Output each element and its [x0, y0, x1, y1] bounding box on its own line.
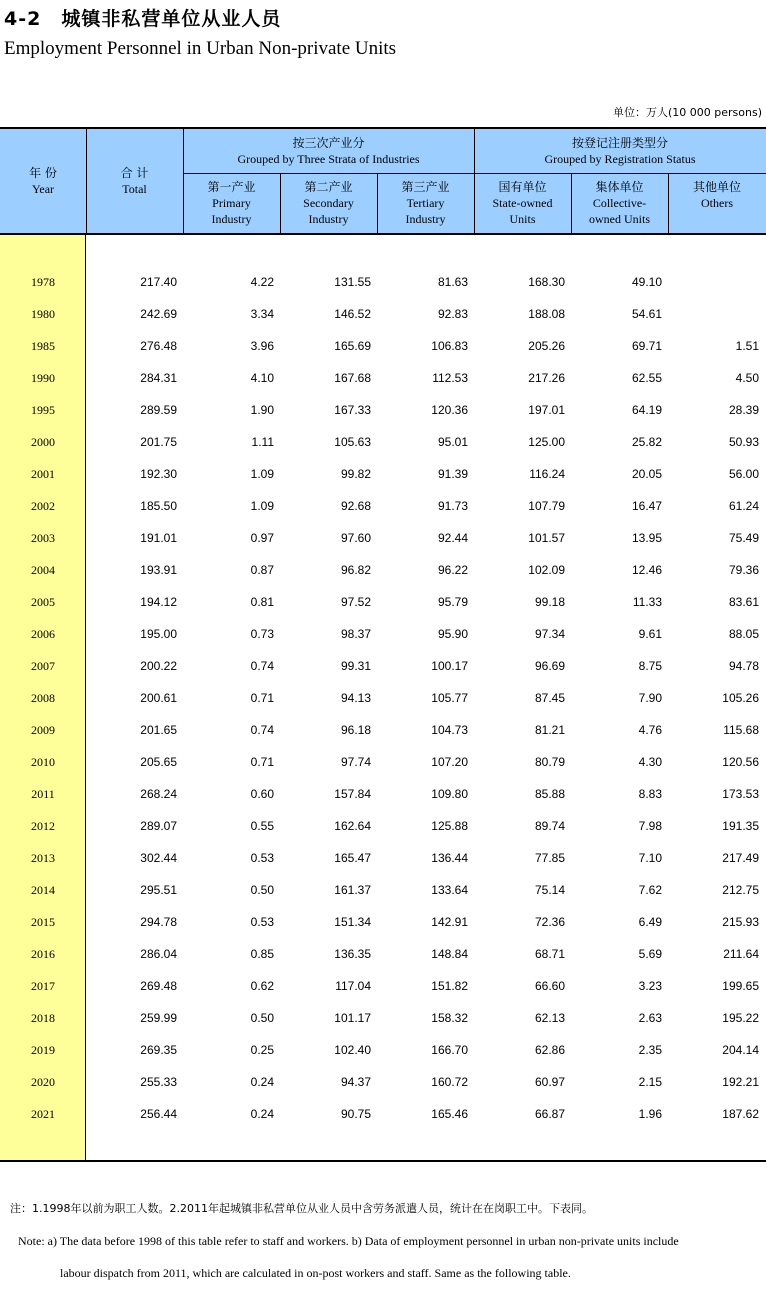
- collective-cell: 2.63: [638, 1011, 662, 1025]
- tertiary-cell: 92.44: [437, 531, 468, 545]
- primary-cell: 3.34: [250, 307, 274, 321]
- table-row: [0, 523, 766, 555]
- year-cell: 2002: [31, 499, 55, 513]
- tertiary-cell: 96.22: [437, 563, 468, 577]
- tertiary-cell: 151.82: [431, 979, 468, 993]
- total-cell: 268.24: [140, 787, 177, 801]
- primary-cell: 0.24: [250, 1107, 274, 1121]
- header-primary-en2: Industry: [211, 212, 252, 226]
- year-cell: 2013: [31, 851, 55, 865]
- others-cell: 75.49: [728, 531, 759, 545]
- state-owned-cell: 217.26: [528, 371, 565, 385]
- primary-cell: 1.11: [251, 435, 274, 449]
- secondary-cell: 96.82: [340, 563, 371, 577]
- year-cell: 2003: [31, 531, 55, 545]
- header-state-owned: [474, 173, 571, 233]
- state-owned-cell: 168.30: [528, 275, 565, 289]
- collective-cell: 7.10: [638, 851, 662, 865]
- others-cell: 1.51: [735, 339, 759, 353]
- note-chinese: 注：1.1998年以前为职工人数。2.2011年起城镇非私营单位从业人员中含劳务派遣人员，统计在在岗职工中。下表同。: [10, 1202, 593, 1215]
- others-cell: 83.61: [728, 595, 759, 609]
- primary-cell: 4.10: [250, 371, 274, 385]
- primary-cell: 0.53: [250, 915, 274, 929]
- table-row: [0, 875, 766, 907]
- total-cell: 200.61: [140, 691, 177, 705]
- header-collective: [571, 173, 668, 233]
- year-cell: 1995: [31, 403, 55, 417]
- collective-cell: 7.90: [638, 691, 662, 705]
- employment-table: [0, 127, 766, 1162]
- header-state-owned-cn: 国有单位: [498, 180, 547, 194]
- state-owned-cell: 66.87: [534, 1107, 565, 1121]
- header-collective-en1: Collective-: [592, 196, 647, 210]
- header-year: [0, 129, 86, 233]
- secondary-cell: 102.40: [334, 1043, 371, 1057]
- collective-cell: 1.96: [638, 1107, 662, 1121]
- header-divider: [183, 129, 184, 233]
- total-cell: 256.44: [140, 1107, 177, 1121]
- header-total-cn: 合 计: [120, 166, 149, 180]
- state-owned-cell: 81.21: [534, 723, 565, 737]
- header-divider: [183, 173, 766, 174]
- total-cell: 205.65: [140, 755, 177, 769]
- header-divider: [86, 129, 87, 233]
- tertiary-cell: 105.77: [431, 691, 468, 705]
- table-row: [0, 299, 766, 331]
- year-cell: 2005: [31, 595, 55, 609]
- state-owned-cell: 68.71: [534, 947, 565, 961]
- total-cell: 201.75: [140, 435, 177, 449]
- header-registration-group: [474, 129, 766, 173]
- year-cell: 2018: [31, 1011, 55, 1025]
- primary-cell: 1.09: [250, 499, 274, 513]
- others-cell: 61.24: [728, 499, 759, 513]
- state-owned-cell: 188.08: [528, 307, 565, 321]
- secondary-cell: 99.31: [340, 659, 371, 673]
- tertiary-cell: 166.70: [431, 1043, 468, 1057]
- table-row: [0, 1003, 766, 1035]
- collective-cell: 64.19: [631, 403, 662, 417]
- state-owned-cell: 66.60: [534, 979, 565, 993]
- others-cell: 105.26: [722, 691, 759, 705]
- state-owned-cell: 85.88: [534, 787, 565, 801]
- secondary-cell: 97.60: [340, 531, 371, 545]
- others-cell: 50.93: [728, 435, 759, 449]
- total-cell: 276.48: [140, 339, 177, 353]
- state-owned-cell: 75.14: [534, 883, 565, 897]
- state-owned-cell: 99.18: [534, 595, 565, 609]
- tertiary-cell: 148.84: [431, 947, 468, 961]
- year-cell: 2000: [31, 435, 55, 449]
- secondary-cell: 99.82: [340, 467, 371, 481]
- collective-cell: 7.62: [638, 883, 662, 897]
- collective-cell: 54.61: [631, 307, 662, 321]
- others-cell: 217.49: [722, 851, 759, 865]
- collective-cell: 6.49: [638, 915, 662, 929]
- header-registration-cn: 按登记注册类型分: [571, 136, 668, 150]
- primary-cell: 0.53: [250, 851, 274, 865]
- tertiary-cell: 95.79: [437, 595, 468, 609]
- collective-cell: 3.23: [638, 979, 662, 993]
- collective-cell: 8.83: [638, 787, 662, 801]
- primary-cell: 0.25: [250, 1043, 274, 1057]
- total-cell: 192.30: [140, 467, 177, 481]
- header-tertiary: [377, 173, 474, 233]
- secondary-cell: 90.75: [340, 1107, 371, 1121]
- total-cell: 195.00: [140, 627, 177, 641]
- primary-cell: 0.50: [250, 1011, 274, 1025]
- collective-cell: 8.75: [638, 659, 662, 673]
- collective-cell: 9.61: [638, 627, 662, 641]
- header-tertiary-en2: Industry: [405, 212, 446, 226]
- header-divider: [377, 173, 378, 233]
- tertiary-cell: 104.73: [431, 723, 468, 737]
- state-owned-cell: 62.86: [534, 1043, 565, 1057]
- primary-cell: 0.85: [250, 947, 274, 961]
- header-tertiary-en1: Tertiary: [406, 196, 445, 210]
- secondary-cell: 136.35: [334, 947, 371, 961]
- header-registration-en: Grouped by Registration Status: [544, 152, 696, 166]
- year-cell: 2008: [31, 691, 55, 705]
- secondary-cell: 161.37: [334, 883, 371, 897]
- primary-cell: 4.22: [250, 275, 274, 289]
- header-tertiary-cn: 第三产业: [401, 180, 450, 194]
- primary-cell: 0.87: [250, 563, 274, 577]
- total-cell: 269.35: [140, 1043, 177, 1057]
- secondary-cell: 131.55: [334, 275, 371, 289]
- others-cell: 115.68: [723, 723, 759, 737]
- tertiary-cell: 109.80: [431, 787, 468, 801]
- table-row: [0, 747, 766, 779]
- total-cell: 259.99: [140, 1011, 177, 1025]
- table-row: [0, 1067, 766, 1099]
- table-row: [0, 427, 766, 459]
- state-owned-cell: 87.45: [534, 691, 565, 705]
- collective-cell: 2.35: [638, 1043, 662, 1057]
- tertiary-cell: 107.20: [431, 755, 468, 769]
- state-owned-cell: 107.79: [528, 499, 565, 513]
- year-cell: 1985: [31, 339, 55, 353]
- secondary-cell: 96.18: [340, 723, 371, 737]
- table-row: [0, 555, 766, 587]
- total-cell: 269.48: [140, 979, 177, 993]
- total-cell: 185.50: [140, 499, 177, 513]
- secondary-cell: 98.37: [340, 627, 371, 641]
- year-cell: 2019: [31, 1043, 55, 1057]
- header-primary: [183, 173, 280, 233]
- others-cell: 94.78: [728, 659, 759, 673]
- header-year-cn: 年 份: [29, 166, 57, 180]
- collective-cell: 11.33: [632, 595, 662, 609]
- header-collective-cn: 集体单位: [595, 180, 644, 194]
- primary-cell: 1.90: [250, 403, 274, 417]
- table-row: [0, 395, 766, 427]
- secondary-cell: 94.13: [340, 691, 371, 705]
- collective-cell: 7.98: [638, 819, 662, 833]
- primary-cell: 3.96: [250, 339, 274, 353]
- year-cell: 2009: [31, 723, 55, 737]
- tertiary-cell: 120.36: [431, 403, 468, 417]
- note-english-line1: Note: a) The data before 1998 of this table refer to staff and workers. b) Data of employment personnel in urban non-private units include: [18, 1234, 679, 1248]
- others-cell: 199.65: [722, 979, 759, 993]
- collective-cell: 13.95: [631, 531, 662, 545]
- total-cell: 294.78: [140, 915, 177, 929]
- header-strata-en: Grouped by Three Strata of Industries: [237, 152, 420, 166]
- year-cell: 1990: [31, 371, 55, 385]
- total-cell: 289.07: [140, 819, 177, 833]
- others-cell: 191.35: [722, 819, 759, 833]
- state-owned-cell: 205.26: [528, 339, 565, 353]
- header-divider: [280, 173, 281, 233]
- state-owned-cell: 116.24: [529, 467, 565, 481]
- year-cell: 2011: [31, 787, 55, 801]
- tertiary-cell: 91.39: [437, 467, 468, 481]
- total-cell: 200.22: [140, 659, 177, 673]
- tertiary-cell: 106.83: [431, 339, 468, 353]
- header-divider: [571, 173, 572, 233]
- table-header: [0, 129, 766, 235]
- secondary-cell: 157.84: [334, 787, 371, 801]
- tertiary-cell: 160.72: [431, 1075, 468, 1089]
- tertiary-cell: 136.44: [431, 851, 468, 865]
- year-cell: 2001: [31, 467, 55, 481]
- secondary-cell: 97.52: [340, 595, 371, 609]
- secondary-cell: 97.74: [340, 755, 371, 769]
- header-total-en: Total: [122, 182, 147, 196]
- table-row: [0, 971, 766, 1003]
- others-cell: 88.05: [728, 627, 759, 641]
- header-state-owned-en1: State-owned: [492, 196, 553, 210]
- table-row: [0, 1035, 766, 1067]
- unit-label: 单位：万人(10 000 persons): [612, 106, 762, 119]
- others-cell: 195.22: [722, 1011, 759, 1025]
- primary-cell: 0.62: [250, 979, 274, 993]
- primary-cell: 1.09: [250, 467, 274, 481]
- year-cell: 2016: [31, 947, 55, 961]
- collective-cell: 4.30: [638, 755, 662, 769]
- collective-cell: 4.76: [638, 723, 662, 737]
- table-row: [0, 907, 766, 939]
- year-cell: 2020: [31, 1075, 55, 1089]
- table-row: [0, 459, 766, 491]
- header-collective-en2: owned Units: [589, 212, 650, 226]
- others-cell: 79.36: [728, 563, 759, 577]
- year-cell: 2015: [31, 915, 55, 929]
- others-cell: 187.62: [722, 1107, 759, 1121]
- tertiary-cell: 133.64: [431, 883, 468, 897]
- tertiary-cell: 95.90: [437, 627, 468, 641]
- others-cell: 56.00: [728, 467, 759, 481]
- tertiary-cell: 92.83: [437, 307, 468, 321]
- collective-cell: 69.71: [631, 339, 662, 353]
- header-year-en: Year: [31, 182, 55, 196]
- year-cell: 2014: [31, 883, 55, 897]
- others-cell: 215.93: [722, 915, 759, 929]
- total-cell: 242.69: [140, 307, 177, 321]
- header-state-owned-en2: Units: [509, 212, 536, 226]
- primary-cell: 0.74: [250, 659, 274, 673]
- header-secondary: [280, 173, 377, 233]
- year-cell: 1980: [31, 307, 55, 321]
- secondary-cell: 167.33: [334, 403, 371, 417]
- year-cell: 2012: [31, 819, 55, 833]
- secondary-cell: 117.04: [335, 979, 371, 993]
- secondary-cell: 94.37: [340, 1075, 371, 1089]
- header-secondary-cn: 第二产业: [304, 180, 353, 194]
- table-row: [0, 939, 766, 971]
- primary-cell: 0.55: [250, 819, 274, 833]
- total-cell: 284.31: [140, 371, 177, 385]
- collective-cell: 2.15: [638, 1075, 662, 1089]
- secondary-cell: 146.52: [334, 307, 371, 321]
- others-cell: 212.75: [722, 883, 759, 897]
- primary-cell: 0.74: [250, 723, 274, 737]
- state-owned-cell: 77.85: [534, 851, 565, 865]
- year-cell: 1978: [31, 275, 55, 289]
- year-cell: 2010: [31, 755, 55, 769]
- secondary-cell: 151.34: [334, 915, 371, 929]
- header-divider: [474, 129, 475, 233]
- state-owned-cell: 102.09: [528, 563, 565, 577]
- total-cell: 255.33: [140, 1075, 177, 1089]
- state-owned-cell: 96.69: [534, 659, 565, 673]
- total-cell: 289.59: [140, 403, 177, 417]
- others-cell: 4.50: [735, 371, 759, 385]
- header-secondary-en2: Industry: [308, 212, 349, 226]
- table-row: [0, 267, 766, 299]
- year-cell: 2007: [31, 659, 55, 673]
- others-cell: 28.39: [728, 403, 759, 417]
- state-owned-cell: 89.74: [534, 819, 565, 833]
- header-primary-cn: 第一产业: [207, 180, 256, 194]
- table-row: [0, 331, 766, 363]
- state-owned-cell: 62.13: [534, 1011, 565, 1025]
- collective-cell: 49.10: [631, 275, 662, 289]
- primary-cell: 0.60: [250, 787, 274, 801]
- state-owned-cell: 101.57: [528, 531, 565, 545]
- secondary-cell: 92.68: [340, 499, 371, 513]
- primary-cell: 0.50: [250, 883, 274, 897]
- secondary-cell: 165.69: [334, 339, 371, 353]
- tertiary-cell: 112.53: [432, 371, 468, 385]
- primary-cell: 0.71: [250, 755, 274, 769]
- total-cell: 295.51: [140, 883, 177, 897]
- year-cell: 2004: [31, 563, 55, 577]
- total-cell: 193.91: [140, 563, 177, 577]
- table-row: [0, 651, 766, 683]
- tertiary-cell: 125.88: [431, 819, 468, 833]
- state-owned-cell: 97.34: [534, 627, 565, 641]
- table-row: [0, 779, 766, 811]
- primary-cell: 0.73: [250, 627, 274, 641]
- others-cell: 173.53: [722, 787, 759, 801]
- tertiary-cell: 142.91: [431, 915, 468, 929]
- total-cell: 217.40: [140, 275, 177, 289]
- collective-cell: 62.55: [631, 371, 662, 385]
- table-row: [0, 491, 766, 523]
- tertiary-cell: 91.73: [437, 499, 468, 513]
- state-owned-cell: 80.79: [534, 755, 565, 769]
- table-title-chinese: 4-2 城镇非私营单位从业人员: [4, 8, 282, 30]
- total-cell: 201.65: [140, 723, 177, 737]
- header-others-en: Others: [701, 196, 733, 210]
- tertiary-cell: 165.46: [431, 1107, 468, 1121]
- header-divider: [668, 173, 669, 233]
- state-owned-cell: 125.00: [528, 435, 565, 449]
- primary-cell: 0.24: [250, 1075, 274, 1089]
- state-owned-cell: 72.36: [534, 915, 565, 929]
- table-row: [0, 811, 766, 843]
- collective-cell: 12.46: [631, 563, 662, 577]
- collective-cell: 20.05: [631, 467, 662, 481]
- year-cell: 2006: [31, 627, 55, 641]
- secondary-cell: 165.47: [334, 851, 371, 865]
- year-cell: 2017: [31, 979, 55, 993]
- total-cell: 194.12: [140, 595, 177, 609]
- state-owned-cell: 197.01: [528, 403, 565, 417]
- total-cell: 191.01: [140, 531, 177, 545]
- tertiary-cell: 158.32: [431, 1011, 468, 1025]
- table-row: [0, 683, 766, 715]
- table-row: [0, 363, 766, 395]
- year-cell: 2021: [31, 1107, 55, 1121]
- others-cell: 204.14: [722, 1043, 759, 1057]
- primary-cell: 0.97: [250, 531, 274, 545]
- primary-cell: 0.71: [250, 691, 274, 705]
- collective-cell: 16.47: [631, 499, 662, 513]
- collective-cell: 5.69: [638, 947, 662, 961]
- secondary-cell: 162.64: [334, 819, 371, 833]
- secondary-cell: 101.17: [334, 1011, 371, 1025]
- header-total: [86, 129, 183, 233]
- note-english-line2: labour dispatch from 2011, which are calculated in on-post workers and staff. Same as the following table.: [60, 1266, 571, 1280]
- table-row: [0, 587, 766, 619]
- total-cell: 286.04: [140, 947, 177, 961]
- tertiary-cell: 100.17: [431, 659, 468, 673]
- table-row: [0, 715, 766, 747]
- secondary-cell: 167.68: [334, 371, 371, 385]
- header-others: [668, 173, 766, 233]
- secondary-cell: 105.63: [334, 435, 371, 449]
- total-cell: 302.44: [140, 851, 177, 865]
- others-cell: 120.56: [722, 755, 759, 769]
- others-cell: 211.64: [723, 947, 759, 961]
- tertiary-cell: 81.63: [437, 275, 468, 289]
- primary-cell: 0.81: [250, 595, 274, 609]
- header-secondary-en1: Secondary: [303, 196, 354, 210]
- table-row: [0, 619, 766, 651]
- collective-cell: 25.82: [631, 435, 662, 449]
- header-strata-group: [183, 129, 474, 173]
- state-owned-cell: 60.97: [534, 1075, 565, 1089]
- header-strata-cn: 按三次产业分: [292, 136, 365, 150]
- tertiary-cell: 95.01: [437, 435, 468, 449]
- header-primary-en1: Primary: [212, 196, 251, 210]
- table-title-english: Employment Personnel in Urban Non-private Units: [4, 38, 397, 59]
- header-others-cn: 其他单位: [692, 180, 741, 194]
- table-row: [0, 1099, 766, 1131]
- others-cell: 192.21: [722, 1075, 759, 1089]
- table-row: [0, 843, 766, 875]
